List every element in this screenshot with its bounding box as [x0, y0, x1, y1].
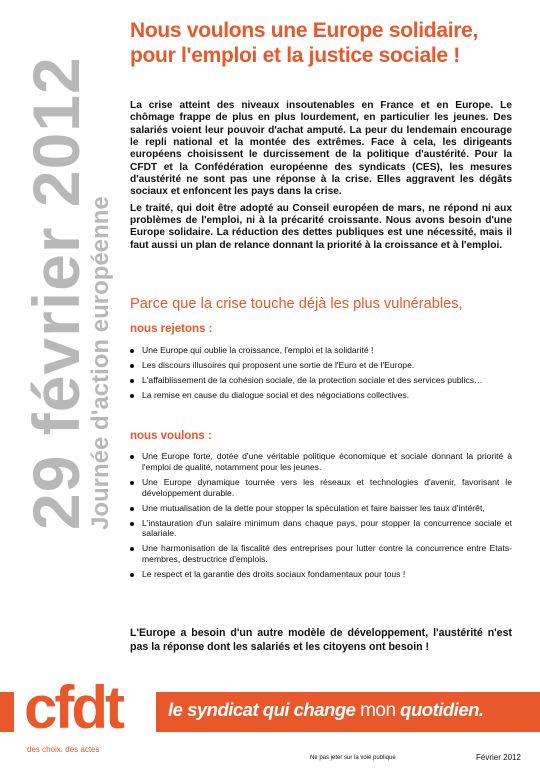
intro-paragraph-1: La crise atteint des niveaux insoutenables en France et en Europe. Le chômage frappe de plus en plus lourdement, en particulier les jeunes. Des salariés voient leur pouvoir d'achat amputé. La peur du lendemain encourage le repli national et la montée des extrêmes. Face à cela, les dirigeants européens choisissent le durcissement de la politique d'austérité. Pour la CFDT et la Confédération européenne des syndicats (CES), les mesures d'austérité ne sont pas une réponse à la crise. Elles aggravent les dégâts sociaux et enfoncent les pays dans la crise.	[130, 100, 512, 198]
slogan-mon: mon	[360, 700, 396, 721]
side-date: 29 février 2012	[19, 56, 93, 530]
side-subtitle: Journée d'action européenne	[87, 196, 114, 530]
list-item: Une Europe qui oublie la croissance, l'emploi et la solidarité !	[130, 345, 512, 356]
logo-tagline: des choix. des actes	[27, 745, 100, 754]
voulons-heading: nous voulons :	[130, 430, 212, 442]
section-title: Parce que la crise touche déjà les plus vulnérables,	[130, 296, 463, 312]
footer-note: Ne pas jeter sur la voie publique	[310, 755, 396, 761]
list-item: Les discours illusoires qui proposent une sortie de l'Euro et de l'Europe.	[130, 360, 512, 371]
slogan-after: quotidien.	[395, 699, 484, 720]
intro-text	[130, 100, 512, 256]
rejetons-heading: nous rejetons :	[130, 323, 213, 335]
list-item: Une mutualisation de la dette pour stopper la spéculation et faire baisser les taux d'intérêt,	[130, 503, 512, 514]
page-title	[130, 18, 530, 68]
conclusion: L'Europe a besoin d'un autre modèle de développement, l'austérité n'est pas la réponse dont les salariés et les citoyens ont besoin !	[130, 627, 512, 654]
logo-wordmark: cfdt	[24, 674, 122, 741]
rejetons-list	[130, 345, 512, 405]
list-item: Une Europe forte, dotée d'une véritable politique économique et sociale donnant la priorité à l'emploi de qualité, notamment pour les jeunes.	[130, 451, 512, 473]
slogan-before: le syndicat qui change	[168, 699, 361, 720]
slogan	[168, 699, 534, 722]
footer-date: Février 2012	[476, 753, 521, 762]
list-item: L'affaiblissement de la cohésion sociale, de la protection sociale et des services publics…	[130, 375, 512, 386]
list-item: Le respect et la garantie des droits sociaux fondamentaux pour tous !	[130, 569, 512, 580]
intro-paragraph-2: Le traité, qui doit être adopté au Conseil européen de mars, ne répond ni aux problèmes de l'emploi, ni à la précarité croissante. Nous avons besoin d'une Europe solidaire. La réduction des dettes publiques est une nécessité, mais il faut aussi un plan de relance donnant la priorité à la croissance et à l'emploi.	[130, 202, 512, 251]
list-item: L'instauration d'un salaire minimum dans chaque pays, pour stopper la concurrence sociale et salariale.	[130, 518, 512, 540]
cfdt-logo	[20, 662, 158, 742]
list-item: La remise en cause du dialogue social et des négociations collectives.	[130, 390, 512, 401]
title-line-2: pour l'emploi et la justice sociale !	[130, 44, 460, 68]
voulons-list	[130, 451, 512, 584]
title-line-1: Nous voulons une Europe solidaire,	[130, 19, 479, 42]
list-item: Une Europe dynamique tournée vers les réseaux et technologies d'avenir, favorisant le développement durable.	[130, 477, 512, 499]
list-item: Une harmonisation de la fiscalité des entreprises pour lutter contre la concurrence entre Etats-membres, destructrice d'emplois.	[130, 543, 512, 565]
